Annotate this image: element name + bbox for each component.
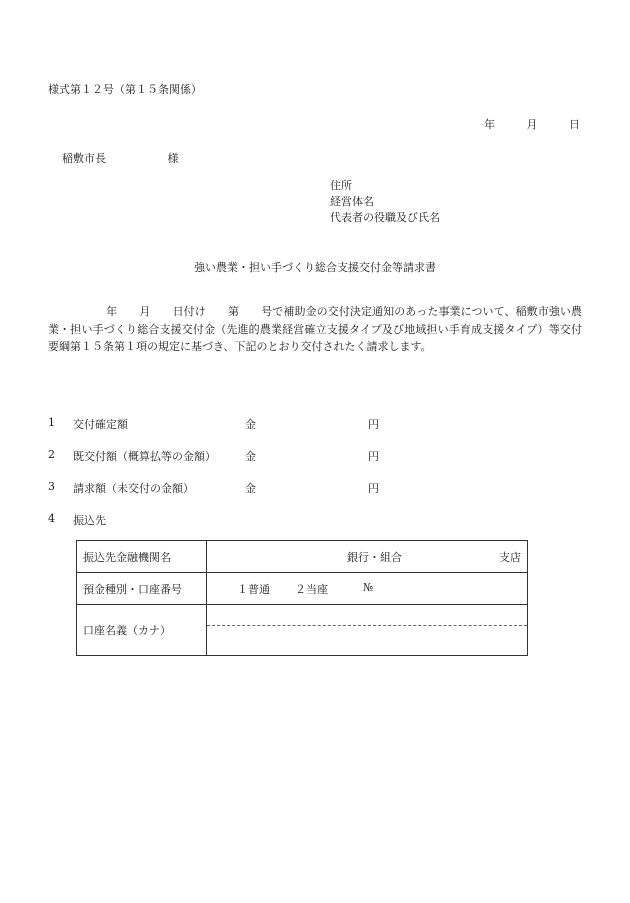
account-no-label: № [363,581,374,594]
account-option-1: １普通 [237,583,270,596]
date-month: 月 [526,118,538,131]
institution-label: 振込先金融機関名 [77,541,207,573]
body-lead: 年 月 日付け 第 号で補助金の交付決定通知のあった事業について、稲敷市強い農業・担い手づくり総合支援交付金（先進的農業経営確立支援タイプ及び地域担い手育成支援タイプ）等交付要綱第１５条第１項の規定に基づき、下記のとおり交付されたく請求します。 [48,305,582,353]
document-title: 強い農業・担い手づくり総合支援交付金等請求書 [194,261,436,274]
item-number: 4 [48,512,55,525]
item-number: 2 [48,448,55,461]
holder-label: 口座名義（カナ） [77,605,207,656]
date-year: 年 [484,118,495,131]
date-day: 日 [569,118,580,131]
kana-guide-line [207,625,527,626]
item-label: 振込先 [73,514,106,527]
bank-row-holder [77,605,528,656]
applicant-block [330,178,440,226]
bank-suffix: 銀行・組合 [347,551,402,564]
form-number: 様式第１２号（第１５条関係） [48,83,202,96]
address-label: 住所 [330,179,352,192]
bank-table [76,540,528,656]
item-yen: 円 [368,418,379,431]
branch-suffix: 支店 [499,551,521,564]
item-label: 請求額（未交付の金額） [73,482,194,495]
item-label: 交付確定額 [73,418,128,431]
date-line [482,116,580,132]
item-kin: 金 [245,418,256,431]
institution-value[interactable] [207,541,528,573]
bank-row-account [77,573,528,605]
account-value[interactable] [207,573,528,605]
item-kin: 金 [245,450,256,463]
addressee [62,150,179,166]
item-label: 既交付額（概算払等の金額） [73,450,216,463]
item-number: 3 [48,480,55,493]
business-name-label: 経営体名 [330,195,374,208]
holder-value[interactable] [207,605,528,656]
account-option-2: ２当座 [295,583,328,596]
account-label: 預金種別・口座番号 [77,573,207,605]
representative-label: 代表者の役職及び氏名 [330,211,440,224]
item-number: 1 [48,416,55,429]
item-yen: 円 [368,482,379,495]
addressee-name: 稲敷市長 [62,152,106,165]
bank-row-institution [77,541,528,573]
addressee-honorific: 様 [167,152,179,165]
item-kin: 金 [245,482,256,495]
item-yen: 円 [368,450,379,463]
body-paragraph [48,303,582,356]
